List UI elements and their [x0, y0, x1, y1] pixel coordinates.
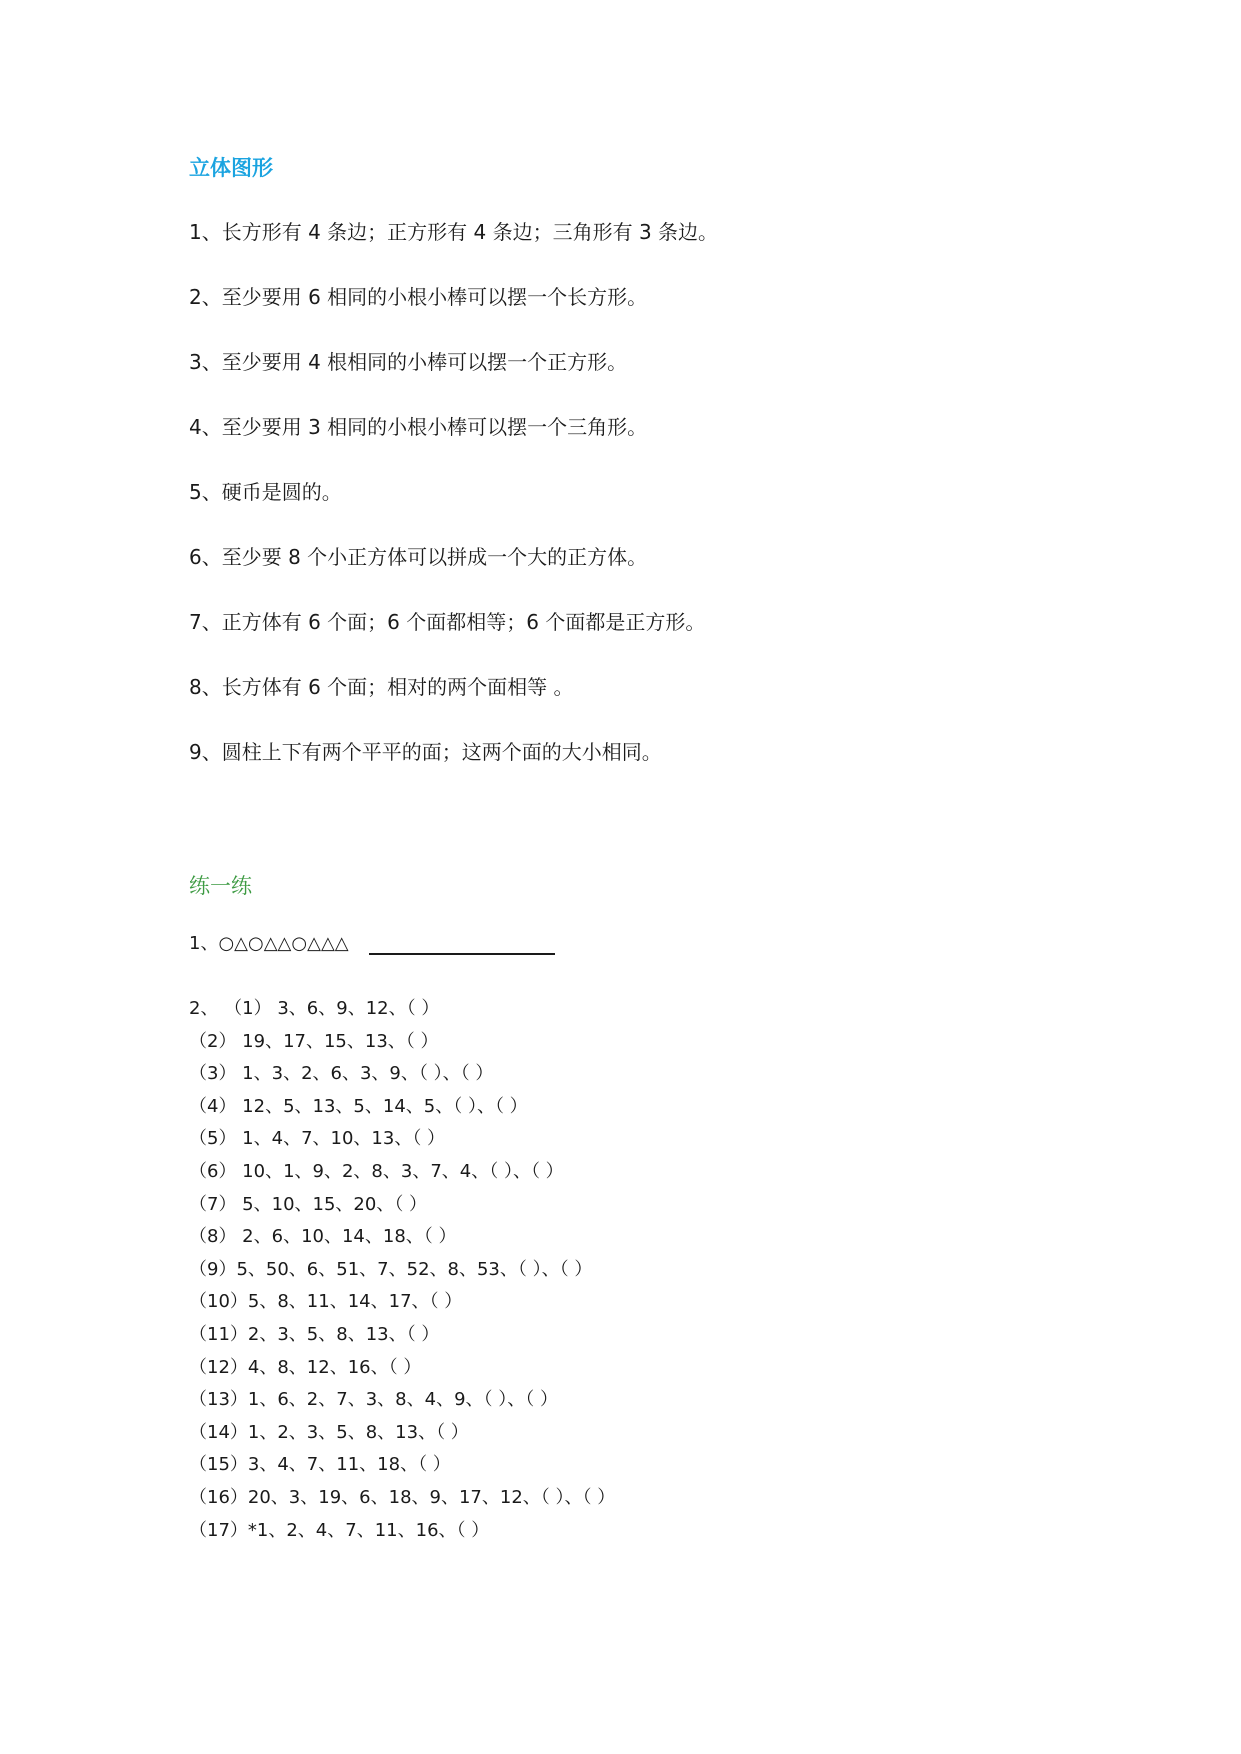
sequence-list	[189, 993, 615, 1547]
sequence-item: （7） 5、10、15、20、（ ）	[189, 1193, 428, 1215]
section-title-practice: 练一练	[189, 874, 252, 898]
sequence-item: （14）1、2、3、5、8、13、（ ）	[189, 1421, 469, 1443]
fact-item: 1、长方形有 4 条边；正方形有 4 条边；三角形有 3 条边。	[189, 220, 719, 244]
fact-item: 2、至少要用 6 相同的小根小棒可以摆一个长方形。	[189, 285, 648, 309]
sequence-item: （2） 19、17、15、13、（ ）	[189, 1030, 439, 1052]
fact-item: 7、正方体有 6 个面；6 个面都相等；6 个面都是正方形。	[189, 610, 706, 634]
sequence-item: （11）2、3、5、8、13、（ ）	[189, 1323, 440, 1345]
fact-item: 4、至少要用 3 相同的小根小棒可以摆一个三角形。	[189, 415, 648, 439]
sequence-item: （17）*1、2、4、7、11、16、（ ）	[189, 1519, 490, 1541]
sequence-item: （4） 12、5、13、5、14、5、（ ）、（ ）	[189, 1095, 528, 1117]
fact-item: 6、至少要 8 个小正方体可以拼成一个大的正方体。	[189, 545, 648, 569]
answer-blank[interactable]	[369, 933, 555, 955]
fact-item: 8、长方体有 6 个面；相对的两个面相等 。	[189, 675, 574, 699]
section-title-solid-shapes: 立体图形	[189, 156, 273, 180]
sequence-item: （15）3、4、7、11、18、（ ）	[189, 1454, 451, 1476]
sequence-item: （8） 2、6、10、14、18、（ ）	[189, 1226, 457, 1248]
sequence-item: （3） 1、3、2、6、3、9、（ ）、（ ）	[189, 1063, 494, 1085]
sequence-item: （13）1、6、2、7、3、8、4、9、（ ）、（ ）	[189, 1389, 558, 1411]
sequence-item: （5） 1、4、7、10、13、（ ）	[189, 1128, 446, 1150]
sequence-item: （10）5、8、11、14、17、（ ）	[189, 1291, 463, 1313]
sequence-item: （16）20、3、19、6、18、9、17、12、（ ）、（ ）	[189, 1486, 616, 1508]
fact-item: 3、至少要用 4 根相同的小棒可以摆一个正方形。	[189, 350, 628, 374]
sequence-item: （12）4、8、12、16、（ ）	[189, 1356, 422, 1378]
sequence-item: （6） 10、1、9、2、8、3、7、4、（ ）、（ ）	[189, 1160, 564, 1182]
sequence-item: 2、 （1） 3、6、9、12、（ ）	[189, 998, 440, 1019]
shape-pattern: 1、○△○△△○△△△	[189, 933, 349, 954]
sequence-item: （9）5、50、6、51、7、52、8、53、（ ）、（ ）	[189, 1258, 593, 1280]
exercise-1	[189, 930, 555, 958]
fact-item: 9、圆柱上下有两个平平的面；这两个面的大小相同。	[189, 740, 662, 764]
fact-item: 5、硬币是圆的。	[189, 480, 342, 504]
